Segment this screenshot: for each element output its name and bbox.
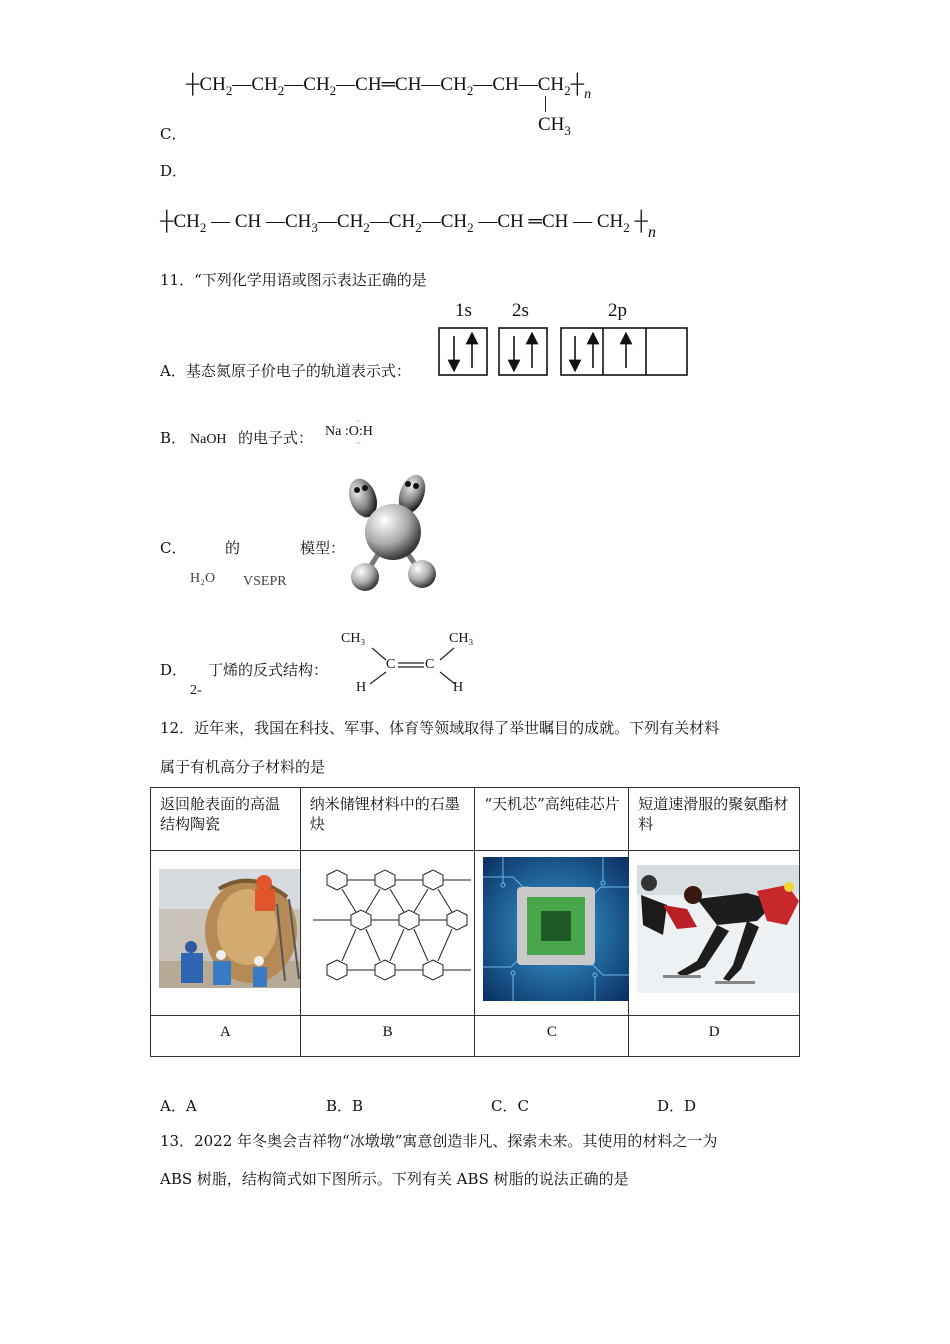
q11-option-c-de: 的 [225, 539, 241, 557]
table-cell [629, 1016, 800, 1057]
answer-option-b[interactable]: B．B [326, 1097, 364, 1115]
q11-option-c-model: 模型： [300, 539, 346, 557]
table-cell [300, 1016, 475, 1057]
electron-colon-2: : [358, 424, 363, 439]
material-title-b: 纳米储锂材料中的石墨炔 [309, 795, 460, 833]
material-title-c: “天机芯”高纯硅芯片 [484, 795, 620, 813]
q10-option-d-label: D． [160, 162, 188, 180]
table-image-row [151, 851, 800, 1016]
ch3-right: CH₃ [449, 631, 474, 646]
carbon-right: C [425, 657, 435, 672]
vsepr-text: VSEPR [243, 574, 287, 589]
carbon-left: C [386, 657, 396, 672]
q10-formula-c: $┼CH_2—CH_2—CH_2—CH═CH—CH_2—CH—CH_2┼_n$ [186, 74, 592, 102]
table-label-row [151, 1016, 800, 1057]
electron-dots-bottom: ·· [356, 439, 362, 448]
q11-option-d-text: 丁烯的反式结构： [208, 661, 329, 679]
q11-option-d-label: D． [160, 661, 188, 679]
electron-formula [325, 424, 373, 440]
q13-stem-line1: 13．2022 年冬奥会吉祥物“冰墩墩”寓意创造非凡、探索未来。其使用的材料之一为 [160, 1132, 718, 1150]
orbital-label-2p: 2p [608, 300, 627, 321]
ch3-left: CH₃ [341, 631, 366, 646]
table-cell [629, 788, 800, 851]
table-cell [151, 1016, 301, 1057]
answer-option-c[interactable]: C．C [491, 1097, 529, 1115]
return-capsule-photo [159, 869, 300, 988]
vsepr-model-image [345, 470, 445, 594]
q11-option-b-text: 的电子式： [238, 429, 314, 447]
naoh-formula: NaOH [190, 432, 227, 447]
hydrogen-left: H [356, 680, 367, 695]
column-label-a: A [219, 1024, 231, 1040]
answer-option-d[interactable]: D．D [657, 1097, 697, 1115]
column-label-b: B [382, 1024, 393, 1040]
column-label-c: C [546, 1024, 557, 1040]
q12-stem-line2: 属于有机高分子材料的是 [160, 758, 326, 776]
answer-option-a[interactable]: A．A [160, 1097, 197, 1115]
q10-option-c-label: C． [160, 125, 187, 143]
q11-option-a: A．基态氮原子价电子的轨道表示式： [160, 362, 411, 380]
q13-stem-line2: ABS 树脂，结构简式如下图所示。下列有关 ABS 树脂的说法正确的是 [160, 1170, 629, 1188]
electron-colon-1: : [344, 424, 349, 439]
h2o-formula: H₂O [190, 571, 216, 586]
table-cell [151, 788, 301, 851]
table-cell [475, 851, 629, 1016]
table-cell [300, 851, 475, 1016]
orbital-label-2s: 2s [512, 300, 529, 321]
polymer-n: n [584, 87, 592, 102]
speed-skaters-photo [637, 865, 799, 993]
electron-o: O [348, 424, 359, 439]
hydrogen-right: H [453, 680, 464, 695]
methyl-group: $CH_3$ [538, 114, 571, 138]
column-label-d: D [708, 1024, 720, 1040]
table-cell [300, 788, 475, 851]
electron-h: H [362, 424, 373, 439]
q11-option-c-label: C． [160, 539, 187, 557]
q12-stem-line1: 12．近年来，我国在科技、军事、体育等领域取得了举世瞩目的成就。下列有关材料 [160, 719, 720, 737]
materials-table [150, 787, 800, 1057]
table-cell [629, 851, 800, 1016]
electron-na: Na [325, 424, 342, 439]
table-cell [151, 851, 301, 1016]
graphdiyne-structure [313, 869, 473, 989]
q11-stem: 11．“下列化学用语或图示表达正确的是 [160, 271, 427, 289]
methyl-bond-line [545, 96, 546, 112]
table-cell [475, 788, 629, 851]
q10-formula-d: $┼CH_2$ — CH $—CH_3—CH_2—CH_2—CH_2$ —CH ═CH — $CH_2$ $┼_n$ [160, 211, 656, 241]
table-cell [475, 1016, 629, 1057]
butene-bonds [340, 630, 490, 700]
orbital-label-1s: 1s [455, 300, 472, 321]
table-header-row [151, 788, 800, 851]
polymer-n: n [648, 224, 656, 241]
orbital-diagram [438, 326, 690, 378]
material-title-a: 返回舱表面的高温结构陶瓷 [160, 795, 281, 833]
material-title-d: 短道速滑服的聚氨酯材料 [638, 795, 789, 833]
q11-option-d-prefix: 2- [190, 683, 202, 698]
q11-option-b-label: B． [160, 429, 187, 447]
silicon-chip-photo [483, 857, 629, 1001]
electron-dots-top: ·· [356, 417, 362, 426]
